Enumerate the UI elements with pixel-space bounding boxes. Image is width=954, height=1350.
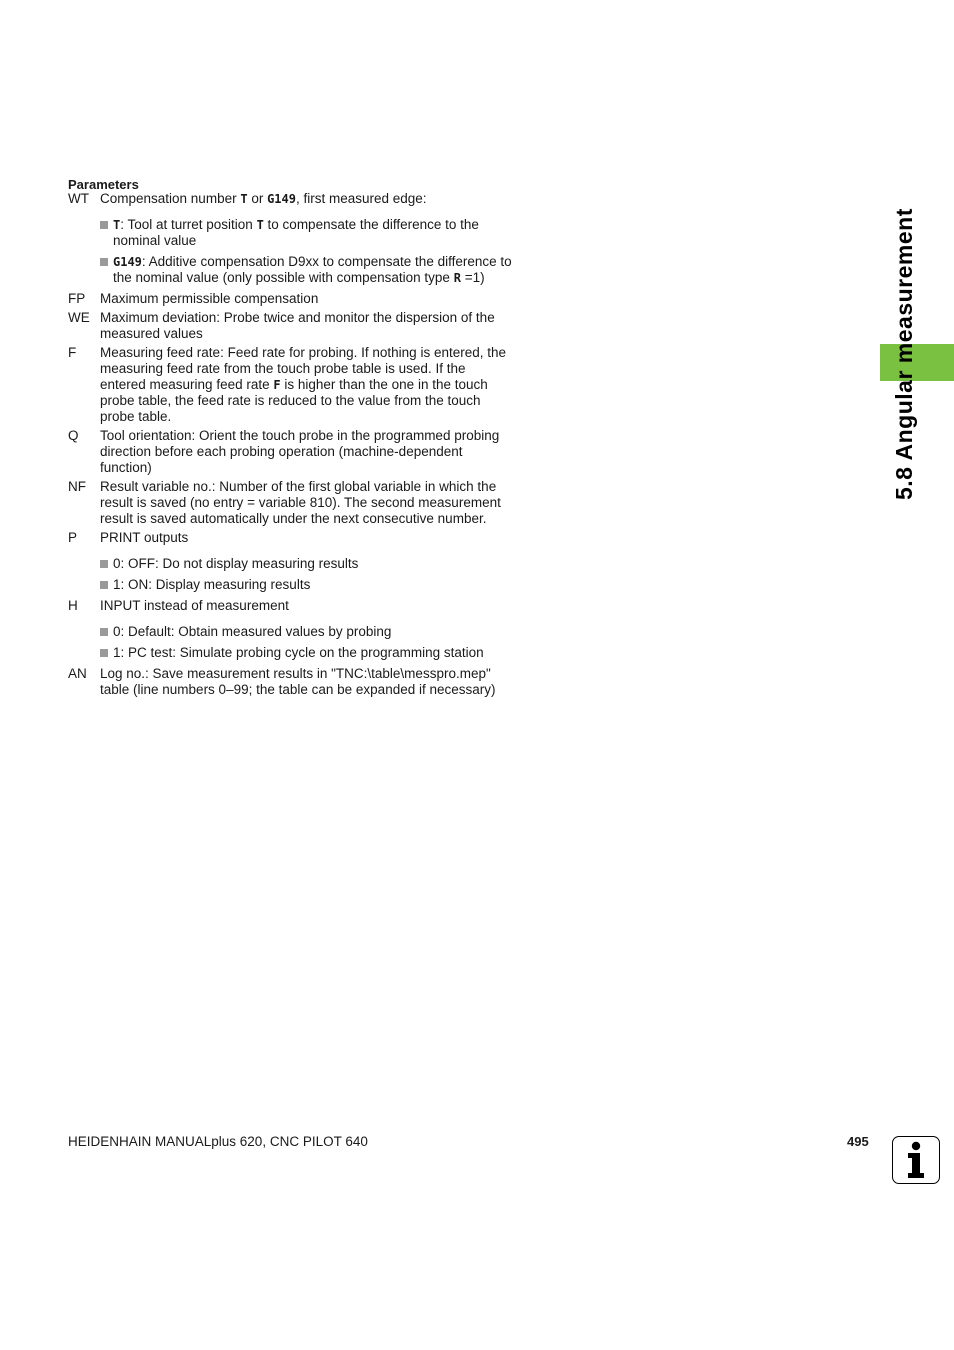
- param-code: Q: [68, 428, 79, 443]
- bullet-square-icon: [100, 560, 108, 568]
- text-run: 0: OFF: Do not display measuring results: [113, 556, 359, 571]
- list-item: [100, 645, 513, 661]
- parameter-list: [68, 191, 513, 701]
- param-q: [68, 428, 513, 476]
- param-code: FP: [68, 291, 86, 306]
- param-we: [68, 310, 513, 342]
- param-code: WE: [68, 310, 90, 325]
- param-code: AN: [68, 666, 87, 681]
- text-run: 0: Default: Obtain measured values by probing: [113, 624, 392, 639]
- text-run: to compensate the difference to the nominal value: [113, 217, 479, 248]
- param-description: Tool orientation: Orient the touch probe in the programmed probing direction before each probing operation (machine-dependent function): [100, 428, 500, 475]
- bullet-square-icon: [100, 649, 108, 657]
- param-code: F: [68, 345, 77, 360]
- code-token: T: [113, 218, 121, 232]
- param-description: PRINT outputs: [100, 530, 189, 545]
- text-run: 1: ON: Display measuring results: [113, 577, 311, 592]
- list-item: [100, 254, 513, 286]
- param-description: Log no.: Save measurement results in "TNC:\table\messpro.mep" table (line numbers 0–99; the table can be expanded if necessary): [100, 666, 496, 697]
- param-description: [100, 345, 513, 425]
- info-glyph-icon: [893, 1137, 938, 1182]
- param-p: [68, 530, 513, 546]
- param-code: WT: [68, 191, 89, 206]
- manual-title: HEIDENHAIN MANUALplus 620, CNC PILOT 640: [68, 1134, 368, 1149]
- param-nf: [68, 479, 513, 527]
- section-title: 5.8 Angular measurement: [891, 208, 917, 500]
- text-run: : Additive compensation D9xx to compensate the difference to the nominal value (only possible with compensation type: [113, 254, 512, 285]
- param-code: P: [68, 530, 78, 545]
- wt-options: [100, 217, 513, 286]
- param-description: INPUT instead of measurement: [100, 598, 289, 613]
- text-run: 1: PC test: Simulate probing cycle on the programming station: [113, 645, 484, 660]
- param-code: NF: [68, 479, 86, 494]
- text-run: =1): [460, 270, 485, 285]
- param-wt: [68, 191, 513, 207]
- text-run: is higher than the one in the touch probe table, the feed rate is reduced to the value from the touch probe table.: [100, 377, 488, 424]
- param-description: Maximum deviation: Probe twice and monitor the dispersion of the measured values: [100, 310, 495, 341]
- code-token: T: [256, 218, 264, 232]
- param-fp: [68, 291, 513, 307]
- param-an: [68, 666, 513, 698]
- bullet-square-icon: [100, 221, 108, 229]
- code-token: T: [240, 192, 248, 206]
- bullet-square-icon: [100, 628, 108, 636]
- code-token: G149: [113, 255, 142, 269]
- param-f: [68, 345, 513, 425]
- param-description: [100, 191, 513, 207]
- h-options: [100, 624, 513, 661]
- code-token: G149: [267, 192, 296, 206]
- list-item: [100, 624, 513, 640]
- info-icon[interactable]: [892, 1136, 940, 1184]
- page-number: 495: [847, 1134, 869, 1149]
- param-h: [68, 598, 513, 614]
- list-item: [100, 577, 513, 593]
- text-run: or: [247, 191, 268, 206]
- code-token: R: [453, 271, 461, 285]
- text-run: Compensation number: [100, 191, 241, 206]
- code-token: F: [273, 378, 281, 392]
- bullet-square-icon: [100, 258, 108, 266]
- bullet-square-icon: [100, 581, 108, 589]
- param-code: H: [68, 598, 78, 613]
- param-description: Maximum permissible compensation: [100, 291, 319, 306]
- text-run: , first measured edge:: [295, 191, 427, 206]
- parameters-heading: Parameters: [68, 177, 139, 192]
- list-item: [100, 217, 513, 249]
- p-options: [100, 556, 513, 593]
- list-item: [100, 556, 513, 572]
- text-run: Measuring feed rate: Feed rate for probing. If nothing is entered, the measuring feed rate from the touch probe table is used. If the entered measuring feed rate: [100, 345, 506, 392]
- param-description: Result variable no.: Number of the first global variable in which the result is saved (no entry = variable 810). The second measurement result is saved automatically under the next consecutive number.: [100, 479, 501, 526]
- text-run: : Tool at turret position: [120, 217, 257, 232]
